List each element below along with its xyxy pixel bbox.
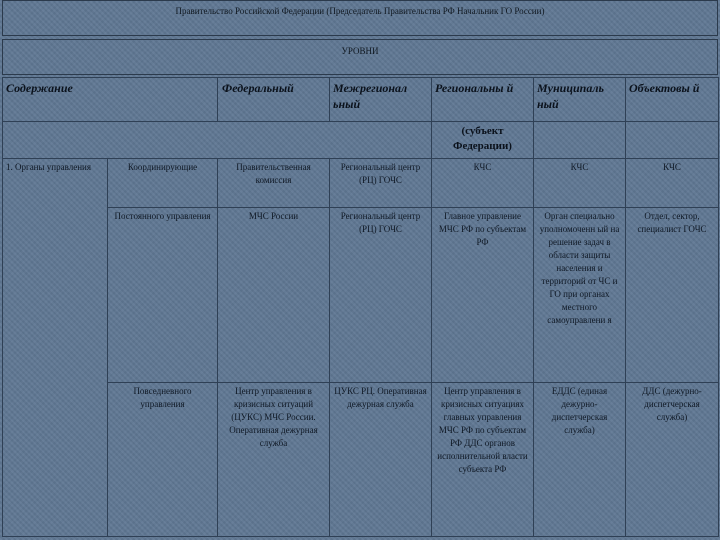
column-header-regional: Региональны й xyxy=(432,78,534,122)
table-row xyxy=(3,208,719,383)
row-type: Координирующие xyxy=(108,159,218,208)
federal-cell: Центр управления в кризисных ситуаций (ЦУКС) МЧС России. Оперативная дежурная служба xyxy=(218,383,330,537)
federal-cell: Правительственная комиссия xyxy=(218,159,330,208)
row-type: Постоянного управления xyxy=(108,208,218,383)
row-group-label: 1. Органы управления xyxy=(3,159,108,537)
column-header-municipal: Муниципаль ный xyxy=(534,78,626,122)
column-header-interregional: Межрегионал ьный xyxy=(330,78,432,122)
interregional-cell: Региональный центр (РЦ) ГОЧС xyxy=(330,208,432,383)
subheader-spacer xyxy=(3,122,432,159)
object-cell: КЧС xyxy=(626,159,719,208)
regional-cell: Главное управление МЧС РФ по субъектам РФ xyxy=(432,208,534,383)
object-cell: ДДС (дежурно-диспетчерская служба) xyxy=(626,383,719,537)
table-row xyxy=(3,159,719,208)
column-header-federal: Федеральный xyxy=(218,78,330,122)
federal-cell: МЧС России xyxy=(218,208,330,383)
levels-header: УРОВНИ xyxy=(2,39,718,75)
subheader-spacer xyxy=(626,122,719,159)
municipal-cell: ЕДДС (единая дежурно-диспетчерская служба) xyxy=(534,383,626,537)
regional-subtitle: (субъект Федерации) xyxy=(432,122,534,159)
regional-cell: КЧС xyxy=(432,159,534,208)
column-header-content: Содержание xyxy=(3,78,218,122)
municipal-cell: Орган специально уполномоченн ый на решение задач в области защиты населения и территорий от ЧС и ГО при органах местного самоуправлени я xyxy=(534,208,626,383)
object-cell: Отдел, сектор, специалист ГОЧС xyxy=(626,208,719,383)
header-row xyxy=(3,78,719,122)
structure-table xyxy=(2,77,719,537)
subheader-row xyxy=(3,122,719,159)
column-header-object: Объектовы й xyxy=(626,78,719,122)
subheader-spacer xyxy=(534,122,626,159)
interregional-cell: Региональный центр (РЦ) ГОЧС xyxy=(330,159,432,208)
row-type: Повседневного управления xyxy=(108,383,218,537)
regional-cell: Центр управления в кризисных ситуациях главных управления МЧС РФ по субъектам РФ ДДС органов исполнительной власти субъекта РФ xyxy=(432,383,534,537)
interregional-cell: ЦУКС РЦ. Оперативная дежурная служба xyxy=(330,383,432,537)
municipal-cell: КЧС xyxy=(534,159,626,208)
table-row xyxy=(3,383,719,537)
government-header: Правительство Российской Федерации (Председатель Правительства РФ Начальник ГО России) xyxy=(2,0,718,36)
